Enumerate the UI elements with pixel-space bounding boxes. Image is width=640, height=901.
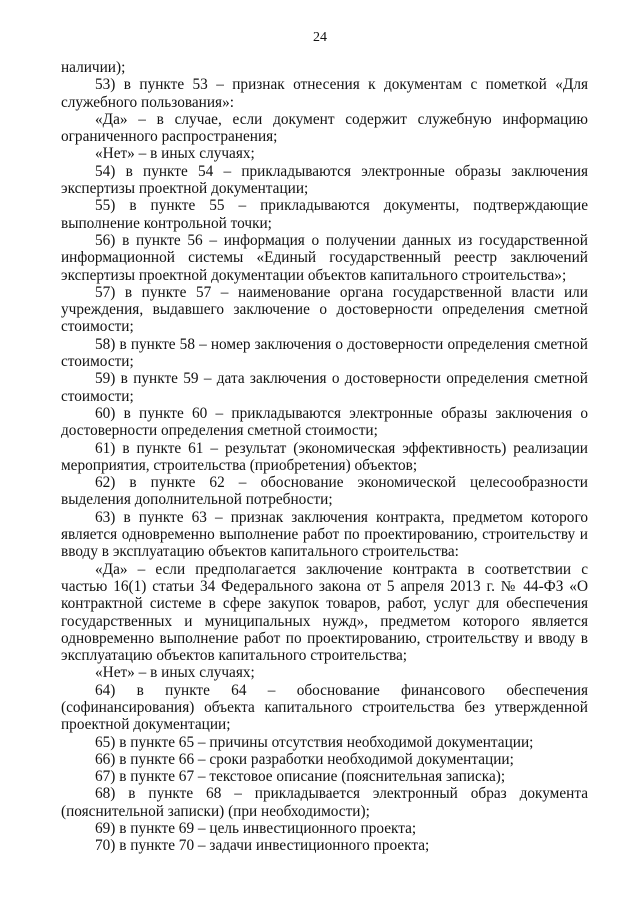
paragraph-item-58: 58) в пункте 58 – номер заключения о достоверности определения сметной стоимости;	[61, 335, 588, 371]
paragraph-item-63: 63) в пункте 63 – признак заключения контракта, предметом которого является одновременно выполнение работ по проектированию, строительству и вводу в эксплуатацию объектов капитального строительства:	[61, 508, 588, 561]
paragraph-item-68: 68) в пункте 68 – прикладывается электронный образ документа (пояснительной записки) (при необходимости);	[61, 785, 588, 820]
paragraph-item-60: 60) в пункте 60 – прикладываются электронные образы заключения о достоверности определения сметной стоимости;	[61, 404, 588, 440]
paragraph-item-69: 69) в пункте 69 – цель инвестиционного проекта;	[95, 820, 417, 838]
paragraph-item-53: 53) в пункте 53 – признак отнесения к документам с пометкой «Для служебного пользования»:	[61, 76, 588, 111]
page-number: 24	[313, 30, 327, 45]
paragraph-item-53-yes: «Да» – в случае, если документ содержит служебную информацию ограниченного распространения;	[61, 110, 588, 146]
paragraph-item-61: 61) в пункте 61 – результат (экономическая эффективность) реализации мероприятия, строительства (приобретения) объектов;	[61, 439, 588, 474]
paragraph-item-57: 57) в пункте 57 – наименование органа государственной власти или учреждения, выдавшего заключение о достоверности определения сметной стоимости;	[61, 283, 588, 336]
paragraph-item-65: 65) в пункте 65 – причины отсутствия необходимой документации;	[95, 733, 534, 751]
paragraph-item-56: 56) в пункте 56 – информация о получении данных из государственной информационной системы «Единый государственный реестр заключений экспертизы проектной документации объектов капитального строительства»;	[61, 231, 588, 284]
paragraph-item-63-yes: «Да» – если предполагается заключение контракта в соответствии с частью 16(1) статьи 34 Федерального закона от 5 апреля 2013 г. № 44-ФЗ «О контрактной системе в сфере закупок товаров, работ, услуг для обеспечения государственных и муниципальных нужд», предметом которого является одновременно выполнение работ по проектированию, строительству и вводу в эксплуатацию объектов капитального строительства;	[61, 560, 588, 665]
paragraph-item-67: 67) в пункте 67 – текстовое описание (пояснительная записка);	[95, 768, 506, 786]
paragraph-item-64: 64) в пункте 64 – обоснование финансового обеспечения (софинансирования) объекта капитального строительства без утвержденной проектной документации;	[61, 681, 588, 734]
paragraph-item-53-no: «Нет» – в иных случаях;	[95, 145, 255, 163]
document-body	[61, 59, 588, 855]
paragraph-continuation: наличии);	[61, 59, 126, 76]
paragraph-item-54: 54) в пункте 54 – прикладываются электронные образы заключения экспертизы проектной документации;	[61, 162, 588, 198]
paragraph-item-66: 66) в пункте 66 – сроки разработки необходимой документации;	[95, 750, 514, 768]
paragraph-item-55: 55) в пункте 55 – прикладываются документы, подтверждающие выполнение контрольной точки;	[61, 197, 588, 232]
paragraph-item-63-no: «Нет» – в иных случаях;	[95, 664, 255, 682]
paragraph-item-70: 70) в пункте 70 – задачи инвестиционного проекта;	[95, 837, 430, 855]
paragraph-item-59: 59) в пункте 59 – дата заключения о достоверности определения сметной стоимости;	[61, 370, 588, 405]
paragraph-item-62: 62) в пункте 62 – обоснование экономической целесообразности выделения дополнительной потребности;	[61, 474, 588, 509]
